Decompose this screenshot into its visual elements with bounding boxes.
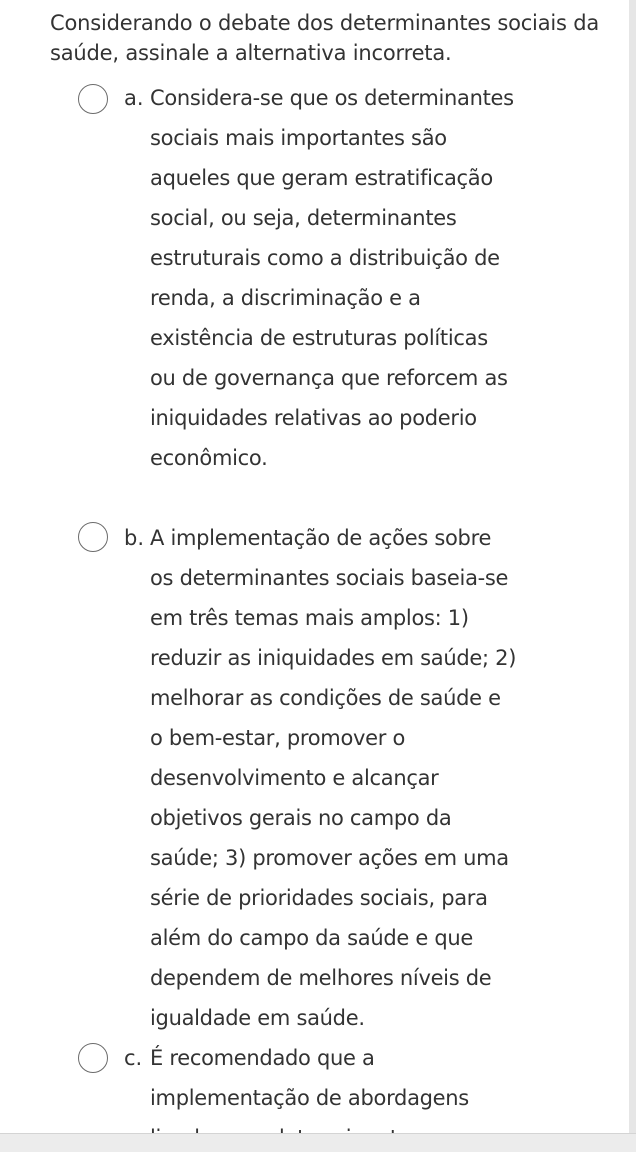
- option-b-letter: b.: [124, 526, 145, 550]
- option-c-letter: c.: [124, 1046, 143, 1070]
- option-b-text: A implementação de ações sobre os determinantes sociais baseia-se em três temas mais amplos: 1) reduzir as iniquidades em saúde; 2) melhorar as condições de saúde e o bem-estar, promover o desenvolvimento e alcançar objetivos gerais no campo da saúde; 3) promover ações em uma série de prioridades sociais, para além do campo da saúde e que dependem de melhores níveis de igualdade em saúde.: [150, 526, 517, 1030]
- bottom-bar: [0, 1133, 636, 1152]
- scroll-track: [629, 0, 636, 1133]
- question-text: Considerando o debate dos determinantes sociais da saúde, assinale a alternativa incorreta.: [50, 11, 600, 65]
- option-b-radio[interactable]: [78, 522, 108, 552]
- option-c-radio[interactable]: [78, 1043, 108, 1073]
- option-a-letter: a.: [124, 86, 144, 110]
- option-c-text: É recomendado que a implementação de abordagens: [150, 1046, 469, 1110]
- option-a-radio[interactable]: [78, 84, 108, 114]
- option-a-text: Considera-se que os determinantes sociais mais importantes são aqueles que geram estratificação social, ou seja, determinantes estruturais como a distribuição de renda, a discriminação e a existência de estruturas políticas ou de governança que reforcem as iniquidades relativas ao poderio econômico.: [150, 86, 514, 470]
